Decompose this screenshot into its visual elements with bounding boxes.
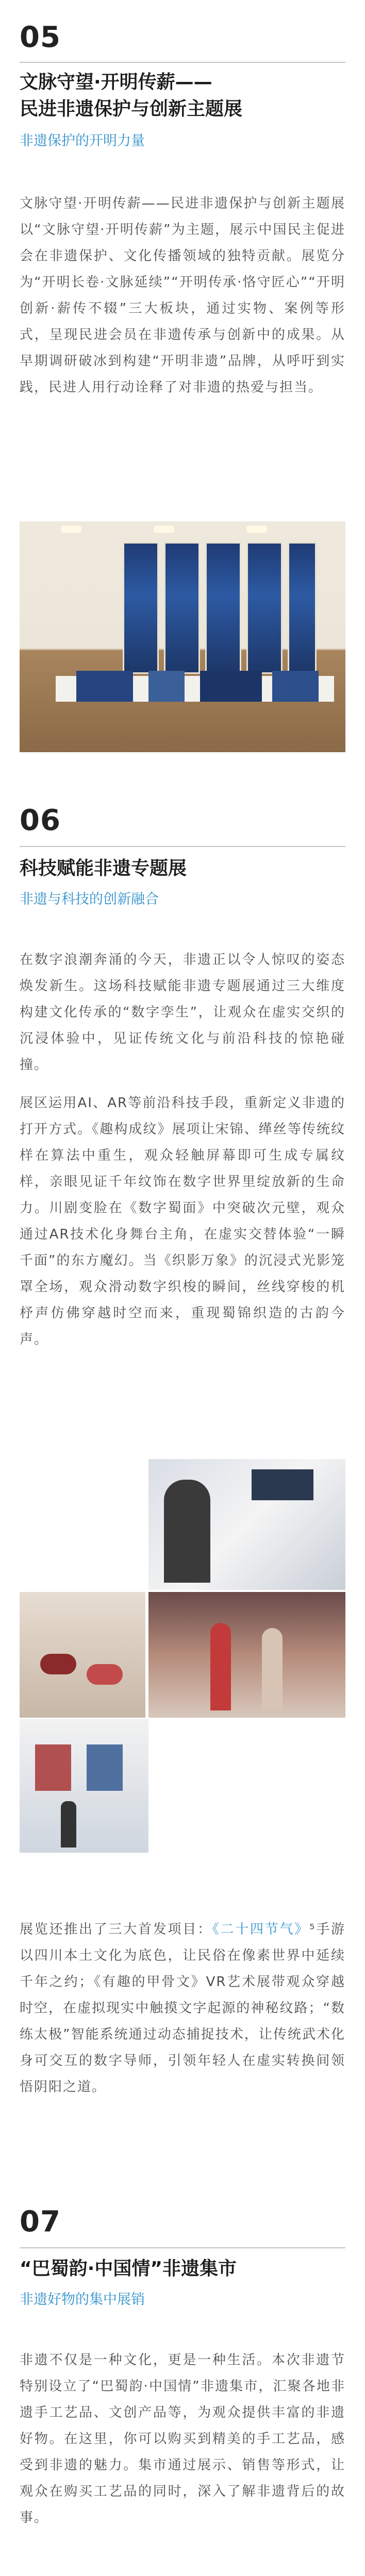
section-title-line: 文脉守望·开明传薪—— — [20, 72, 212, 93]
section-divider — [20, 846, 345, 847]
section-title — [20, 2256, 350, 2282]
paragraph-text: ⁵手游以四川本土文化为底色，让民俗在像素世界中延续千年之约；《有趣的甲骨文》VR艺术展带观众穿越时空，在虚拟现实中触摸文字起源的神秘纹路；“数练太极”智能系统通过动态捕捉技术，让传统武术化身可交互的数字导师，引领年轻人在虚实转换间领悟阴阳之道。 — [20, 1922, 345, 2095]
dance-performance-photo — [148, 1592, 345, 1718]
section-divider — [20, 2247, 345, 2248]
embroidered-shoes-photo — [20, 1592, 145, 1718]
section-title — [20, 69, 350, 123]
section-number: 06 — [20, 804, 61, 837]
highlighted-title: 《二十四节气》 — [212, 1922, 310, 1937]
section-number: 05 — [20, 21, 61, 54]
vr-experience-photo — [148, 1459, 345, 1590]
section-number: 07 — [20, 2205, 61, 2239]
paragraph: 文脉守望·开明传薪——民进非遗保护与创新主题展以“文脉守望·开明传薪”为主题，展示中国民主促进会在非遗保护、文化传播领域的独特贡献。展览分为“开明长卷·文脉延续”“开明传承·恪守匠心”“开明创新·薪传不辍”三大板块，通过实物、案例等形式，呈现民进会员在非遗传承与创新中的成果。从早期调研破冰到构建“开明非遗”品牌，从呼吁到实践，民进人用行动诠释了对非遗的热爱与担当。 — [20, 196, 345, 395]
exhibition-photo — [20, 521, 345, 752]
section-divider — [20, 62, 345, 63]
paragraph-text: 展览还推出了三大首发项目： — [20, 1922, 212, 1937]
paragraph — [20, 1917, 345, 2100]
paragraph: 展区运用AI、AR等前沿科技手段，重新定义非遗的打开方式。《趣构成纹》展项让宋锦、缂丝等传统纹样在算法中重生，观众轻触屏幕即可生成专属纹样，亲眼见证千年纹饰在数字世界里绽放新的生命力。川剧变脸在《数字蜀面》中突破次元壁，观众通过AR技术化身舞台主角，在虚实交替体验“一瞬千面”的东方魔幻。当《织影万象》的沉浸式光影笼罩全场，观众滑动数字织梭的瞬间，丝线穿梭的机杼声仿佛穿越时空而来，重现蜀锦织造的古韵今声。 — [20, 1095, 345, 1347]
paragraph: 在数字浪潮奔涌的今天，非遗正以令人惊叹的姿态焕发新生。这场科技赋能非遗专题展通过三大维度构建文化传承的“数字孪生”，让观众在虚实交织的沉浸体验中，见证传统文化与前沿科技的惊艳碰撞。 — [20, 952, 345, 1073]
section-subtitle: 非遗好物的集中展销 — [20, 2292, 145, 2308]
section-title-line: “巴蜀韵·中国情”非遗集市 — [20, 2258, 237, 2279]
section-title-line: 科技赋能非遗专题展 — [20, 858, 187, 879]
section-subtitle: 非遗与科技的创新融合 — [20, 891, 159, 907]
section-subtitle: 非遗保护的开明力量 — [20, 133, 145, 149]
section-title-line: 民进非遗保护与创新主题展 — [20, 98, 243, 120]
paragraph: 非遗不仅是一种文化，更是一种生活。本次非遗节特别设立了“巴蜀韵·中国情”非遗集市，汇聚各地非遗手工艺品、文创产品等，为观众提供丰富的非遗好物。在这里，你可以购买到精美的手工艺品，感受到非遗的魅力。集市通过展示、销售等形式，让观众在购买工艺品的同时，深入了解非遗背后的故事。 — [20, 2352, 345, 2526]
section-title — [20, 855, 350, 882]
gallery-visitors-photo — [20, 1719, 148, 1853]
